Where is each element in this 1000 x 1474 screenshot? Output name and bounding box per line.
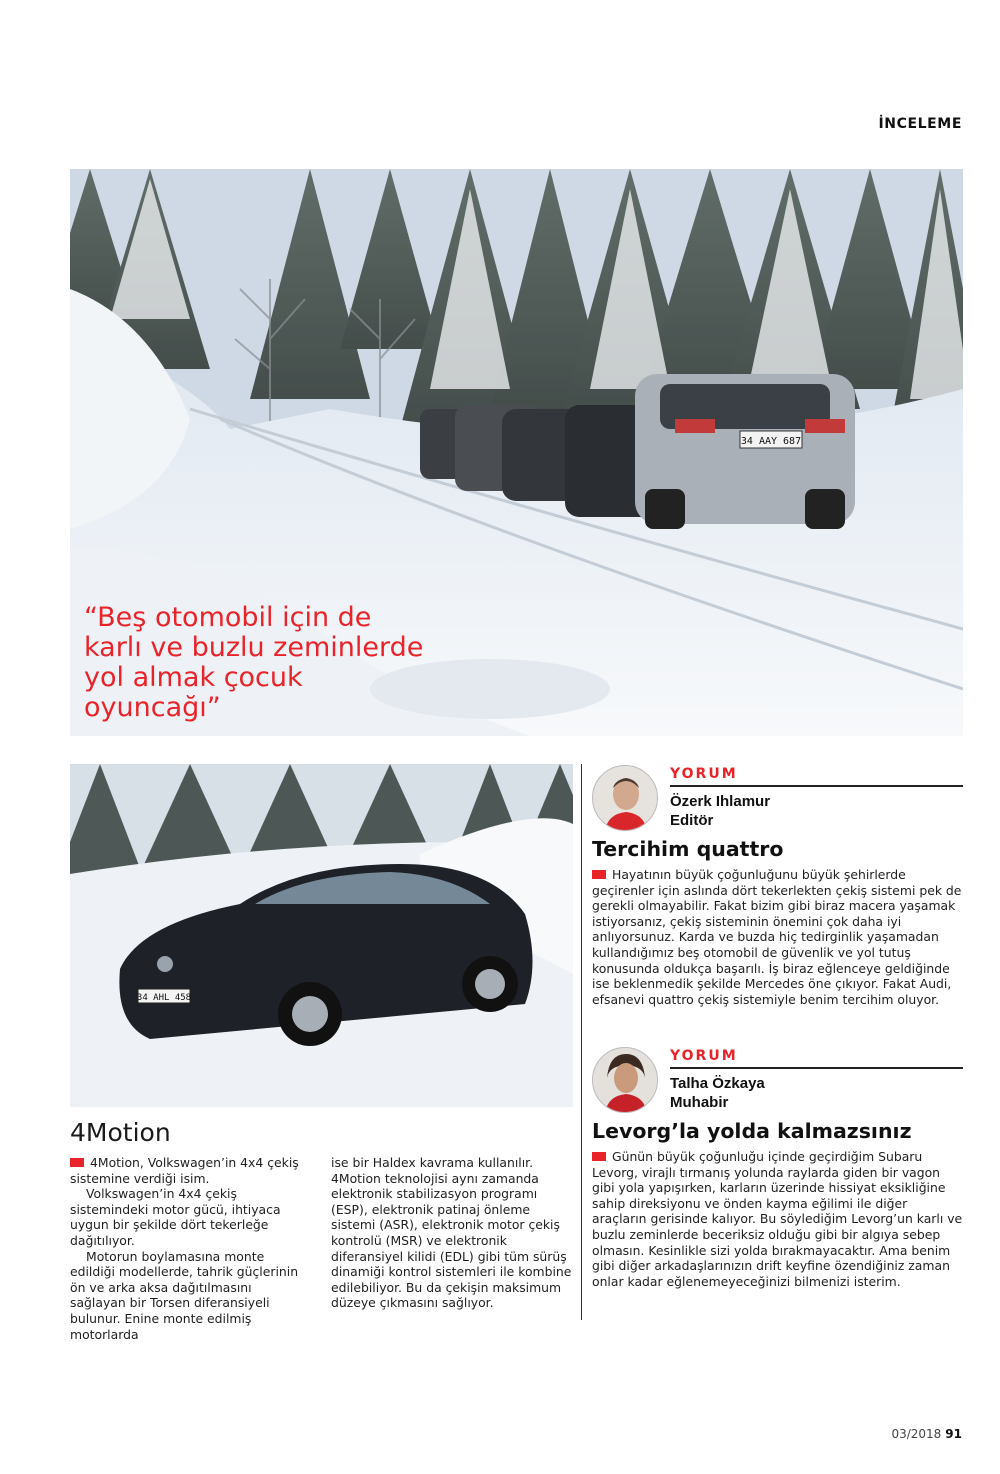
person-portrait-icon (593, 1048, 658, 1113)
comment-tag: YORUM (670, 1048, 738, 1064)
column-divider (581, 764, 582, 1320)
author-name: Özerk Ihlamur (670, 793, 771, 810)
comment-text: Hayatının büyük çoğunluğunu büyük şehirlerde geçirenler için aslında dört tekerlekten çekiş sistemi pek de gerekli olmayabilir. Fakat bizim gibi biraz macera yaşamak istiyorsanız, çekiş sisteminin önemini çok daha iyi anlıyorsunuz. Karda ve buzda hiç tedirginlik yaşamadan kullandığımız beş otomobil de güvenlik ve yol tutuş konusunda oldukça başarılı. İş biraz eğlenceye geldiğinde ise beklenmedik şekilde Mercedes öne çıkıyor. Fakat Audi, efsanevi quattro çekiş sistemiyle benim tercihim oluyor. (592, 867, 962, 1007)
article-title: 4Motion (70, 1118, 171, 1147)
comment-title: Tercihim quattro (592, 837, 784, 861)
person-portrait-icon (593, 766, 658, 831)
article-column-2 (331, 1155, 573, 1311)
comment-block-1 (592, 765, 963, 1025)
article-paragraph (70, 1155, 310, 1186)
comment-title: Levorg’la yolda kalmazsınız (592, 1119, 912, 1143)
comment-body (592, 1149, 963, 1289)
comment-rule (670, 1067, 963, 1069)
comment-tag: YORUM (670, 766, 738, 782)
author-role: Editör (670, 812, 714, 829)
passat-photo (70, 764, 573, 1107)
vw-passat-snow-illustration (70, 764, 573, 1107)
article-paragraph: Motorun boylamasına monte edildiği modellerde, tahrik güçlerinin ön ve arka aksa dağıtılmasını sağlayan bir Torsen diferansiyeli bulunur. Enine monte edilmiş motorlarda (70, 1248, 299, 1342)
avatar (592, 1047, 658, 1113)
comment-body (592, 867, 963, 1007)
article-column-1 (70, 1155, 310, 1342)
author-role: Muhabir (670, 1094, 729, 1111)
page-number: 91 (945, 1427, 962, 1441)
section-label: İNCELEME (878, 116, 962, 132)
subaru-plate: 34 AAY 687 (740, 436, 802, 447)
issue-date: 03/2018 (891, 1427, 942, 1441)
paragraph-marker (592, 870, 606, 879)
avatar (592, 765, 658, 831)
article-paragraph: Volkswagen’in 4x4 çekiş sistemindeki motor gücü, ihtiyaca uygun bir şekilde dört tekerleğe dağıtılıyor. (70, 1186, 281, 1248)
page-footer (891, 1427, 962, 1441)
paragraph-marker (592, 1152, 606, 1161)
comment-rule (670, 785, 963, 787)
paragraph-marker (70, 1158, 84, 1167)
pull-quote: “Beş otomobil için de karlı ve buzlu zeminlerde yol almak çocuk oyuncağı” (84, 602, 424, 723)
article-text: 4Motion, Volkswagen’in 4x4 çekiş sistemine verdiği isim. (70, 1155, 299, 1186)
comment-text: Günün büyük çoğunluğu içinde geçirdiğim Subaru Levorg, virajlı tırmanış yolunda raylarda giden bir vagon gibi yola yapışırken, karların üzerinde hissiyat eksikliğine sahip direksiyonu ve önden kayma eğilimi ile diğer araçların gerisinde kalıyor. Bu söylediğim Levorg’un karlı ve buzlu zeminlerde beceriksiz olduğu gibi bir algıya sebep olmasın. Kesinlikle sizi yolda bırakmayacaktır. Ama benim gibi diğer arkadaşlarınızın drift keyfine özendiğiniz zaman onlar kadar eğlenemeyeceğinizi bilmenizi isterim. (592, 1149, 963, 1289)
passat-plate: 34 AHL 458 (136, 993, 192, 1003)
comment-block-2 (592, 1047, 963, 1327)
author-name: Talha Özkaya (670, 1075, 765, 1092)
article-paragraph: ise bir Haldex kavrama kullanılır. 4Motion teknolojisi aynı zamanda elektronik stabilizasyon programı (ESP), elektronik patinaj önleme sistemi (ASR), elektronik motor çekiş kontrolü (MSR) ve elektronik diferansiyel kilidi (EDL) gibi tüm sürüş dinamiği kontrol sistemleri ile kombine edilebiliyor. Bu da çekişin maksimum düzeye çıkmasını sağlıyor. (331, 1155, 572, 1311)
